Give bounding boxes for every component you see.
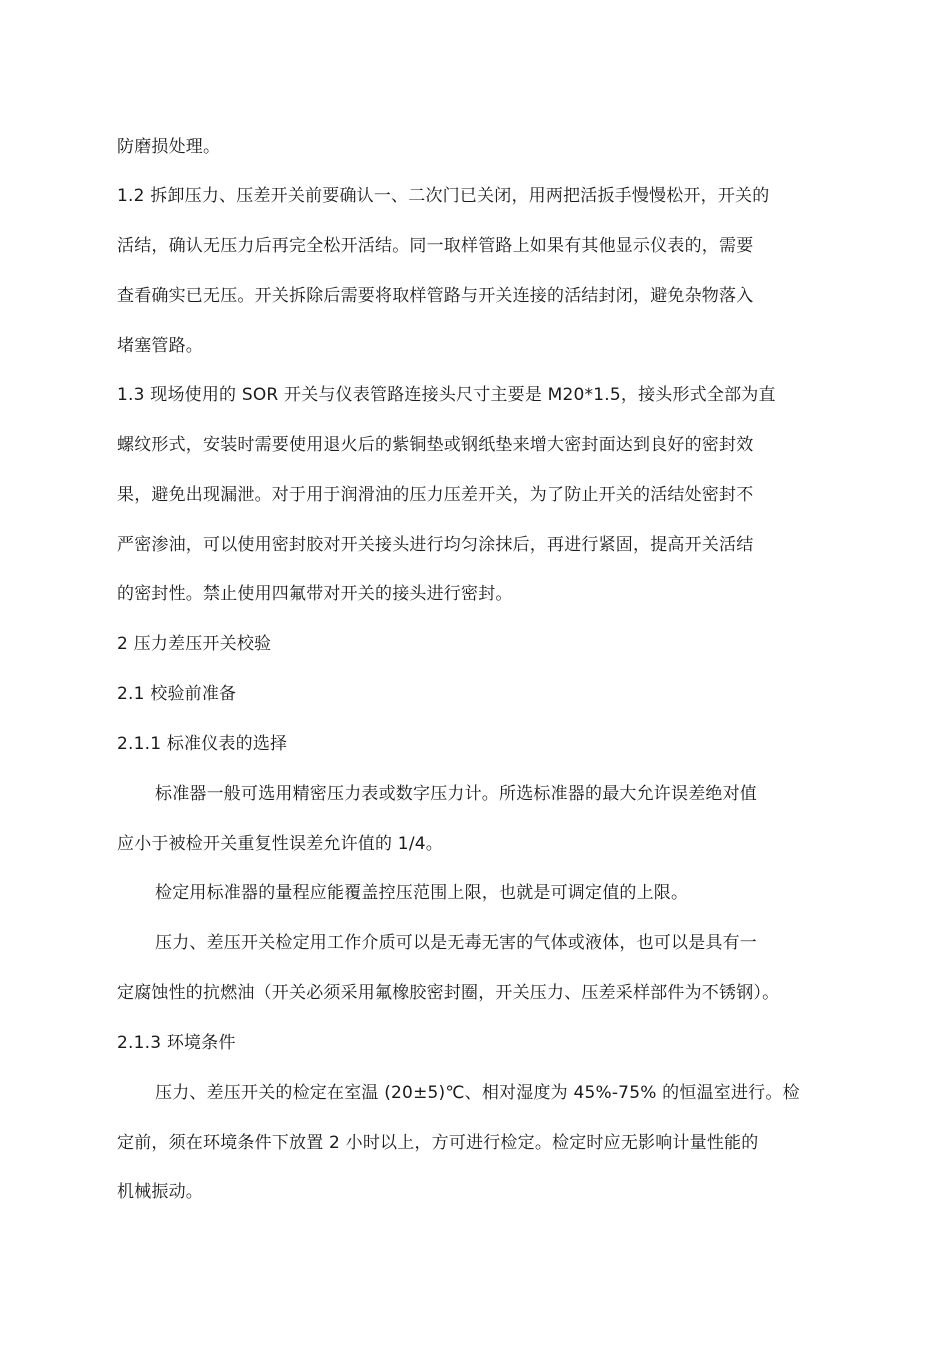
text-line: 检定用标准器的量程应能覆盖控压范围上限，也就是可调定值的上限。 bbox=[155, 883, 689, 903]
subsection-heading: 2.1 校验前准备 bbox=[117, 684, 237, 704]
subsection-heading: 2.1.1 标准仪表的选择 bbox=[117, 734, 288, 754]
text-line: 活结，确认无压力后再完全松开活结。同一取样管路上如果有其他显示仪表的，需要 bbox=[117, 236, 754, 256]
text-line: 防磨损处理。 bbox=[117, 137, 221, 157]
text-line: 机械振动。 bbox=[117, 1182, 203, 1202]
text-line: 标准器一般可选用精密压力表或数字压力计。所选标准器的最大允许误差绝对值 bbox=[155, 784, 757, 804]
text-line: 1.3 现场使用的 SOR 开关与仪表管路连接头尺寸主要是 M20*1.5，接头形式全部为直 bbox=[117, 385, 776, 405]
subsection-heading: 2.1.3 环境条件 bbox=[117, 1033, 236, 1053]
text-line: 应小于被检开关重复性误差允许值的 1/4。 bbox=[117, 834, 443, 854]
text-line: 定腐蚀性的抗燃油（开关必须采用氟橡胶密封圈，开关压力、压差采样部件为不锈钢）。 bbox=[117, 983, 780, 1003]
text-line: 螺纹形式，安装时需要使用退火后的紫铜垫或钢纸垫来增大密封面达到良好的密封效 bbox=[117, 435, 754, 455]
text-line: 的密封性。禁止使用四氟带对开关的接头进行密封。 bbox=[117, 584, 513, 604]
text-line: 严密渗油，可以使用密封胶对开关接头进行均匀涂抹后，再进行紧固，提高开关活结 bbox=[117, 535, 754, 555]
text-line: 1.2 拆卸压力、压差开关前要确认一、二次门已关闭，用两把活扳手慢慢松开，开关的 bbox=[117, 186, 770, 206]
section-heading: 2 压力差压开关校验 bbox=[117, 634, 272, 654]
text-line: 查看确实已无压。开关拆除后需要将取样管路与开关连接的活结封闭，避免杂物落入 bbox=[117, 286, 754, 306]
text-line: 压力、差压开关检定用工作介质可以是无毒无害的气体或液体，也可以是具有一 bbox=[155, 933, 757, 953]
text-line: 压力、差压开关的检定在室温 (20±5)℃、相对湿度为 45%-75% 的恒温室进行。检 bbox=[155, 1083, 800, 1103]
text-line: 果，避免出现漏泄。对于用于润滑油的压力压差开关，为了防止开关的活结处密封不 bbox=[117, 485, 754, 505]
text-line: 堵塞管路。 bbox=[117, 336, 203, 356]
text-line: 定前，须在环境条件下放置 2 小时以上，方可进行检定。检定时应无影响计量性能的 bbox=[117, 1133, 759, 1153]
